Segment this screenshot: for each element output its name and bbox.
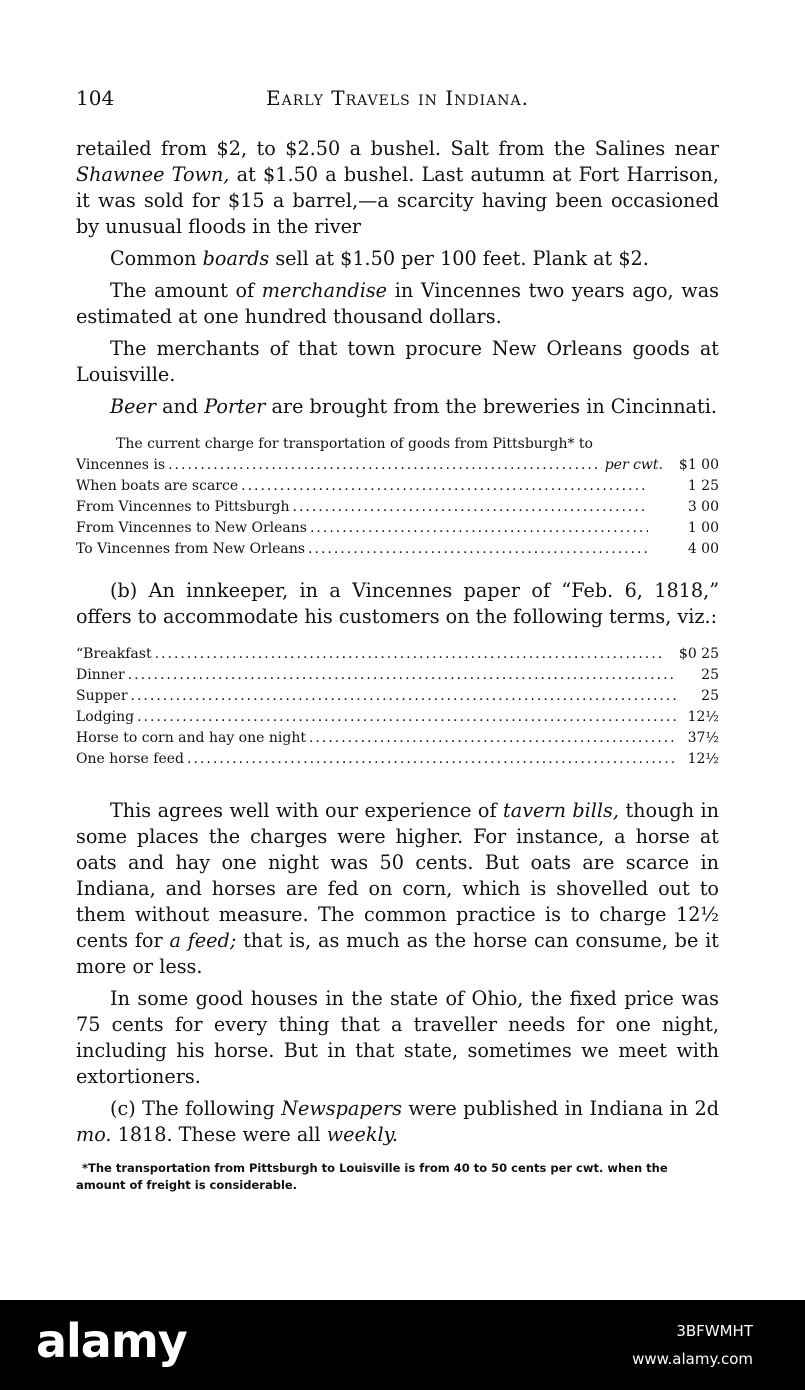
table-row: Vincennes is ..... per cwt. $1 00	[76, 455, 719, 476]
tavern-price-table	[76, 644, 719, 770]
page-body	[76, 136, 719, 1194]
paragraph-innkeeper: (b) An innkeeper, in a Vincennes paper of “Feb. 6, 1818,” offers to accommodate his customers on the following terms, viz.:	[76, 579, 719, 628]
transport-table	[76, 455, 719, 560]
transport-lead: The current charge for transportation of goods from Pittsburgh* to	[116, 436, 593, 452]
paragraph-tavern-bills: This agrees well with our experience of tavern bills, though in some places the charges were higher. For instance, a horse at oats and hay one night was 50 cents. But oats are scarce in Indiana, and horses are fed on corn, which is shovelled out to them without measure. The common practice is to charge 12½ cents for a feed; that is, as much as the horse can consume, be it more or less.	[76, 799, 720, 978]
footnote: *The transportation from Pittsburgh to Louisville is from 40 to 50 cents per cwt. when the amount of freight is considerable.	[76, 1161, 668, 1192]
paragraph-newspapers: (c) The following Newspapers were published in Indiana in 2d mo. 1818. These were all weekly.	[76, 1097, 719, 1146]
table-row: From Vincennes to Pittsburgh ..... 3 00	[76, 497, 719, 518]
paragraph-merchants: The merchants of that town procure New Orleans goods at Louisville.	[76, 337, 719, 386]
paragraph-beer-porter: Beer and Porter are brought from the breweries in Cincinnati.	[110, 395, 717, 418]
page-number: 104	[76, 86, 115, 110]
brand-logo: alamy	[36, 1314, 187, 1368]
running-title: Early Travels in Indiana.	[266, 86, 529, 110]
table-row: Horse to corn and hay one night ..... 37½	[76, 728, 719, 749]
table-row: Supper ..... 25	[76, 686, 719, 707]
table-row: Dinner ..... 25	[76, 665, 719, 686]
table-row: To Vincennes from New Orleans ..... 4 00	[76, 539, 719, 560]
table-row: From Vincennes to New Orleans ..... 1 00	[76, 518, 719, 539]
paragraph-ohio: In some good houses in the state of Ohio, the fixed price was 75 cents for every thing that a traveller needs for one night, including his horse. But in that state, sometimes we meet with extortioners.	[76, 987, 719, 1088]
paragraph-merchandise: The amount of merchandise in Vincennes two years ago, was estimated at one hundred thousand dollars.	[76, 279, 720, 328]
table-row: “Breakfast ..... $0 25	[76, 644, 719, 665]
paragraph-boards: Common boards sell at $1.50 per 100 feet. Plank at $2.	[110, 247, 649, 270]
paragraph-salt-prices: retailed from $2, to $2.50 a bushel. Salt from the Salines near Shawnee Town, at $1.50 a bushel. Last autumn at Fort Harrison, it was sold for $15 a barrel,—a scarcity having been occasioned by unusual floods in the river	[76, 137, 720, 238]
table-row: Lodging ..... 12½	[76, 707, 719, 728]
watermark-band	[0, 1300, 805, 1390]
image-id: 3BFWMHT	[676, 1322, 753, 1340]
table-row: When boats are scarce ..... 1 25	[76, 476, 719, 497]
site-url: www.alamy.com	[632, 1350, 753, 1368]
table-row: One horse feed ..... 12½	[76, 749, 719, 770]
